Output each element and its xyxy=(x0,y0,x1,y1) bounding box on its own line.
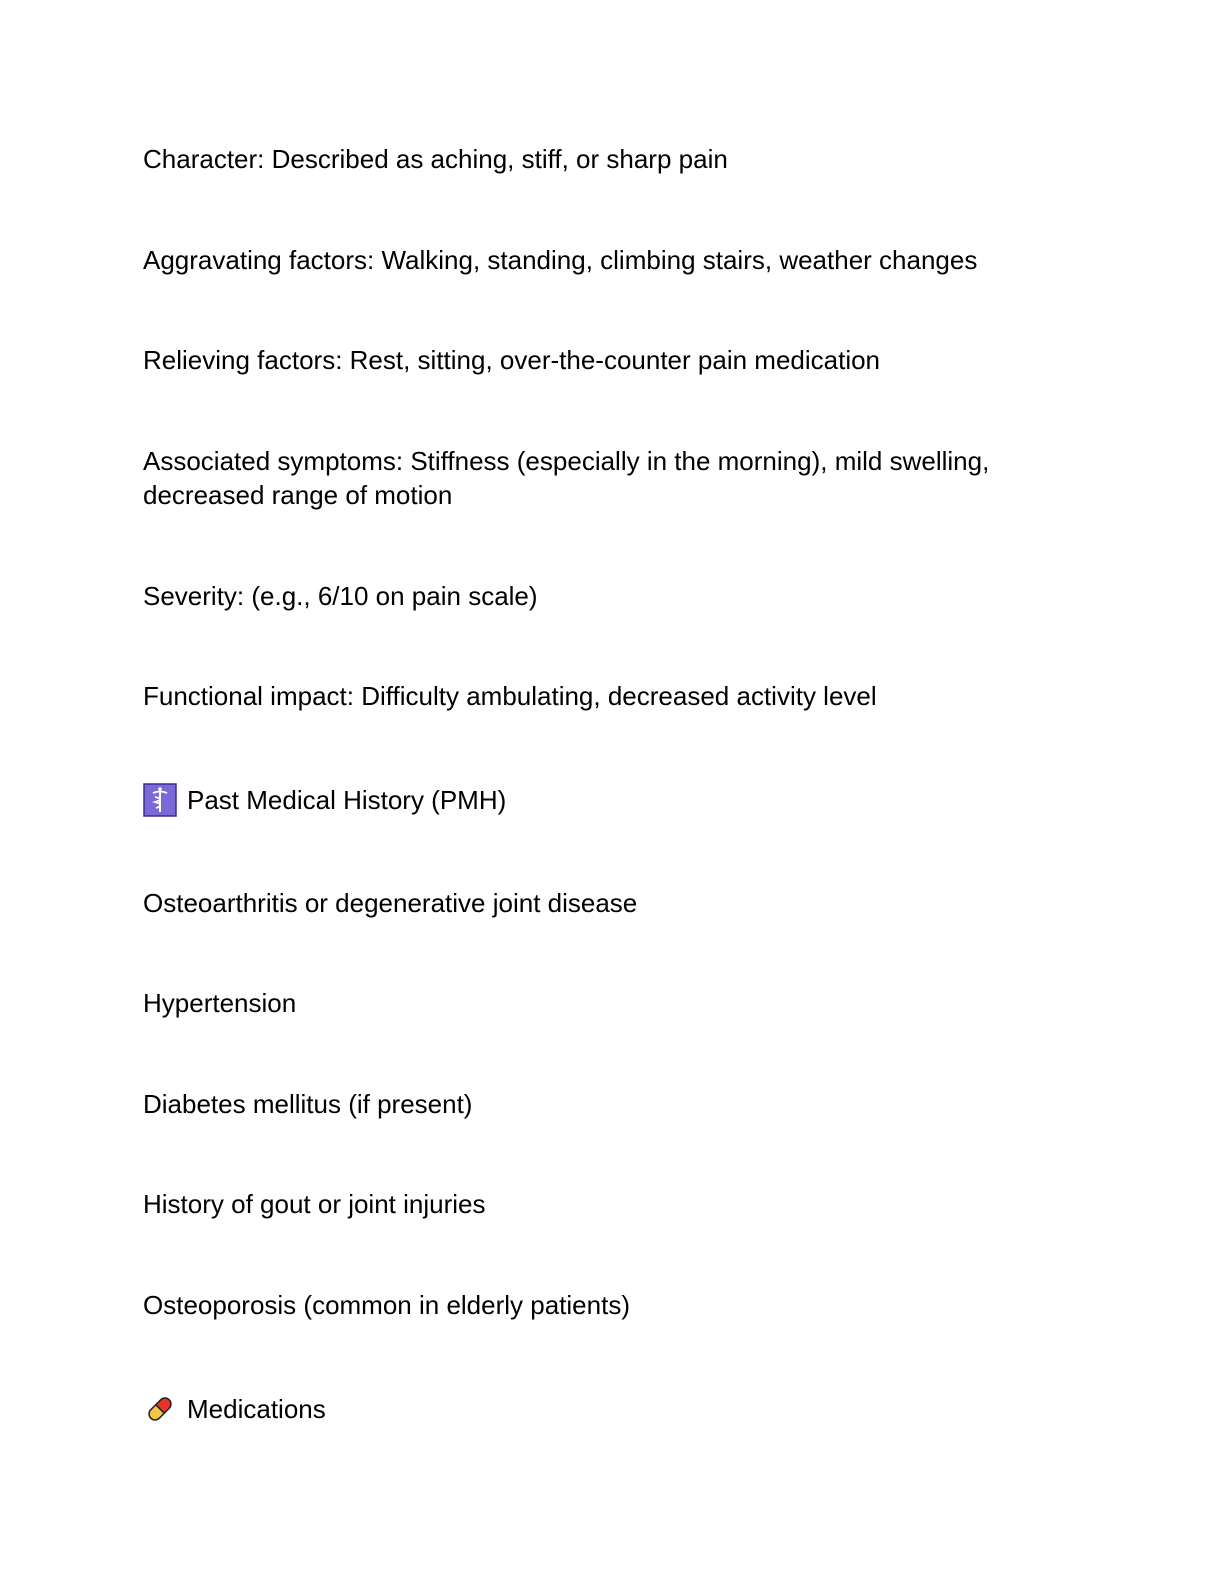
medical-caduceus-icon xyxy=(143,783,177,817)
medications-heading-text: Medications xyxy=(187,1394,326,1424)
pmh-item: Osteoporosis (common in elderly patients) xyxy=(143,1290,630,1320)
functional-impact-line: Functional impact: Difficulty ambulating, decreased activity level xyxy=(143,681,877,711)
aggravating-factors-line: Aggravating factors: Walking, standing, climbing stairs, weather changes xyxy=(143,245,978,275)
relieving-factors-line: Relieving factors: Rest, sitting, over-the-counter pain medication xyxy=(143,345,881,375)
pmh-item: Osteoarthritis or degenerative joint disease xyxy=(143,888,638,918)
severity-line: Severity: (e.g., 6/10 on pain scale) xyxy=(143,581,538,611)
medications-heading xyxy=(143,1392,326,1426)
pmh-item: Hypertension xyxy=(143,988,297,1018)
pmh-item: History of gout or joint injuries xyxy=(143,1189,486,1219)
character-line: Character: Described as aching, stiff, or sharp pain xyxy=(143,144,728,174)
pmh-item: Diabetes mellitus (if present) xyxy=(143,1089,473,1119)
pill-icon xyxy=(143,1392,177,1426)
pmh-heading xyxy=(143,783,506,817)
pmh-heading-text: Past Medical History (PMH) xyxy=(187,785,507,815)
associated-symptoms-line: Associated symptoms: Stiffness (especially in the morning), mild swelling, decreased range of motion xyxy=(143,446,990,510)
